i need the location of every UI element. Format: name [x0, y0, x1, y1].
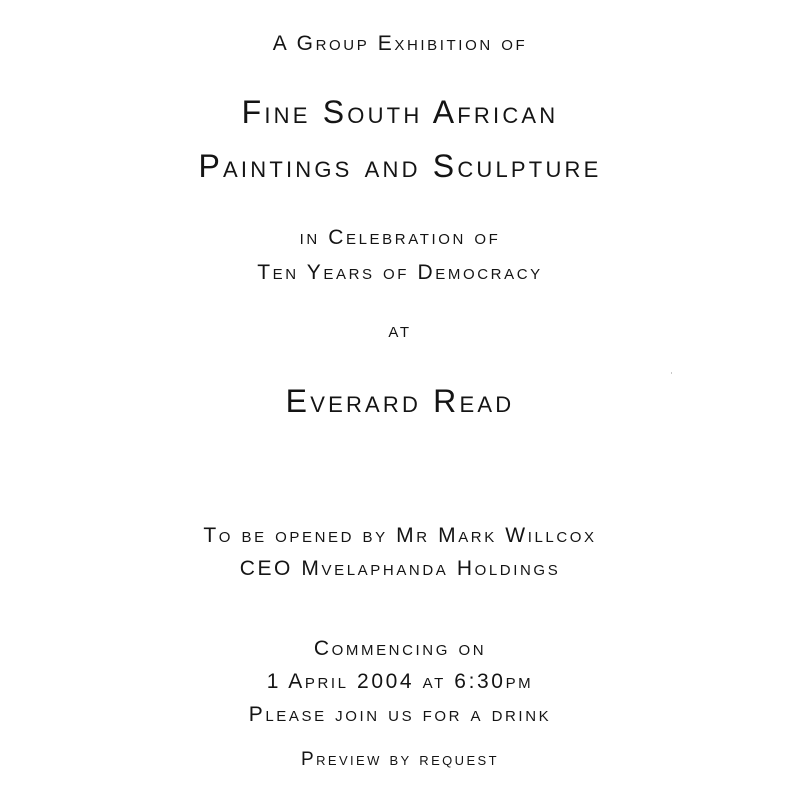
drink-text: Please join us for a drink: [248, 703, 552, 726]
preview-text: Preview by request: [301, 749, 499, 770]
opener-line-2: CEO Mvelaphanda Holdings: [239, 557, 561, 580]
paper-speck: [671, 372, 672, 374]
at-text: at: [388, 319, 412, 342]
intro-text: A Group Exhibition of: [272, 32, 528, 55]
occasion-line-2: Ten Years of Democracy: [257, 261, 543, 284]
title-line-2: Paintings and Sculpture: [198, 148, 602, 184]
commencing-text: Commencing on: [313, 637, 487, 660]
occasion-line-1: in Celebration of: [299, 226, 501, 249]
title-line-1: Fine South African: [241, 94, 559, 130]
date-time-text: 1 April 2004 at 6:30pm: [266, 670, 534, 693]
opener-line-1: To be opened by Mr Mark Willcox: [203, 524, 597, 547]
venue-name: Everard Read: [285, 383, 515, 419]
